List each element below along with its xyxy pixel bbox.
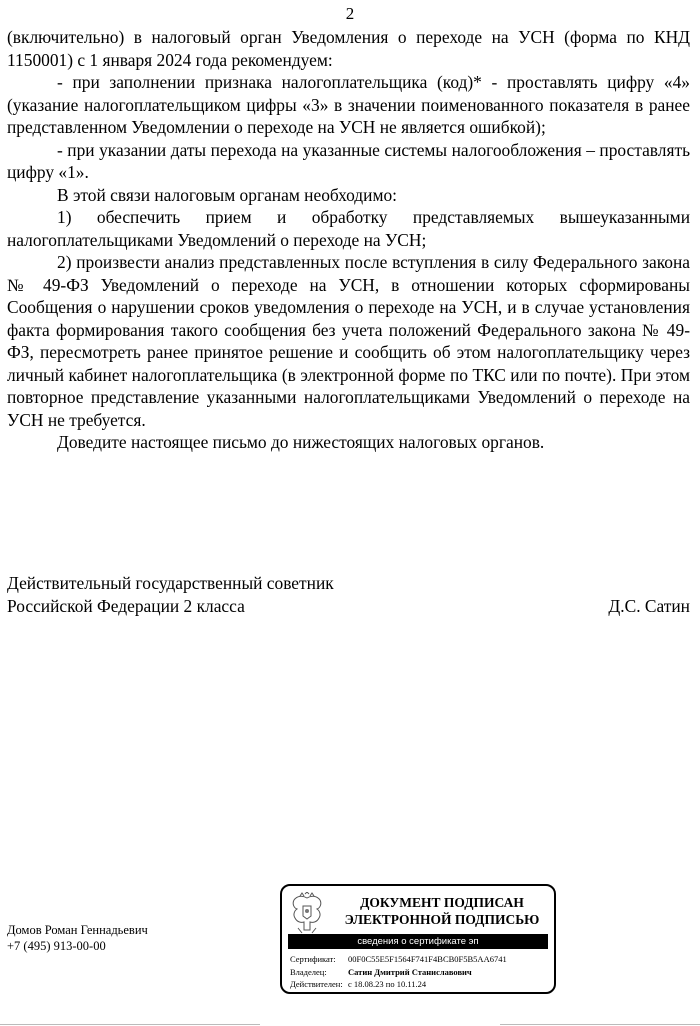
validity-value: с 18.08.23 по 10.11.24 (348, 979, 427, 989)
executor-phone: +7 (495) 913-00-00 (7, 939, 106, 953)
executor-name: Домов Роман Геннадьевич (7, 923, 148, 937)
certificate-value: 00F0C55E5F1564F741F4BCB0F5B5AA6741 (348, 954, 507, 964)
stamp-certificate-info (290, 953, 507, 991)
owner-value: Сатин Дмитрий Станиславович (348, 966, 472, 977)
paragraph-taxpayer-code: - при заполнении признака налогоплательщика (код)* - проставлять цифру «4» (указание налогоплательщиком цифры «3» в значении поименованного показателя в ранее представленном Уведомлении о переходе на УСН не является ошибкой); (7, 72, 690, 137)
stamp-title-line2: ЭЛЕКТРОННОЙ ПОДПИСЬЮ (344, 912, 540, 927)
coat-of-arms-icon (288, 892, 326, 936)
electronic-signature-stamp (280, 884, 556, 994)
paragraph-item-1: 1) обеспечить прием и обработку представляемых вышеуказанными налогоплательщиками Уведомлений о переходе на УСН; (7, 207, 690, 250)
signatory-block (7, 572, 690, 617)
scan-edge-right (500, 1024, 700, 1025)
paragraph-continuation: (включительно) в налоговый орган Уведомления о переходе на УСН (форма по КНД 1150001) с 1 января 2024 года рекомендуем: (7, 27, 690, 70)
signatory-position-line1: Действительный государственный советник (7, 573, 334, 593)
stamp-title-line1: ДОКУМЕНТ ПОДПИСАН (360, 895, 524, 910)
owner-row (290, 966, 507, 979)
paragraph-transition-date: - при указании даты перехода на указанные системы налогообложения – проставлять цифру «1». (7, 139, 690, 182)
stamp-title (334, 894, 550, 928)
letter-body (7, 26, 690, 454)
owner-label: Владелец: (290, 966, 327, 977)
page-number: 2 (345, 4, 355, 23)
paragraph-instructions-intro: В этой связи налоговым органам необходимо: (57, 184, 397, 205)
validity-label: Действителен: (290, 979, 343, 989)
certificate-row (290, 953, 507, 966)
paragraph-closing: Доведите настоящее письмо до нижестоящих налоговых органов. (57, 432, 545, 452)
signatory-row (7, 595, 690, 618)
signatory-position-line2: Российской Федерации 2 класса (7, 595, 245, 616)
certificate-label: Сертификат: (290, 954, 336, 964)
stamp-certificate-bar: сведения о сертификате эп (288, 934, 548, 949)
signatory-name: Д.С. Сатин (608, 595, 690, 616)
scan-edge-left (0, 1024, 260, 1025)
validity-row (290, 978, 507, 991)
paragraph-item-2: 2) произвести анализ представленных после вступления в силу Федерального закона № 49-ФЗ Уведомлений о переходе на УСН, в отношении которых сформированы Сообщения о нарушении сроков уведомления о переходе на УСН, и в случае установления факта формирования такого сообщения без учета положений Федерального закона № 49-ФЗ, пересмотреть ранее принятое решение и сообщить об этом налогоплательщику через личный кабинет налогоплательщика (в электронной форме по ТКС или по почте). При этом повторное представление указанными налогоплательщиками Уведомлений о переходе на УСН не требуется. (7, 252, 690, 430)
executor-block (7, 922, 148, 954)
